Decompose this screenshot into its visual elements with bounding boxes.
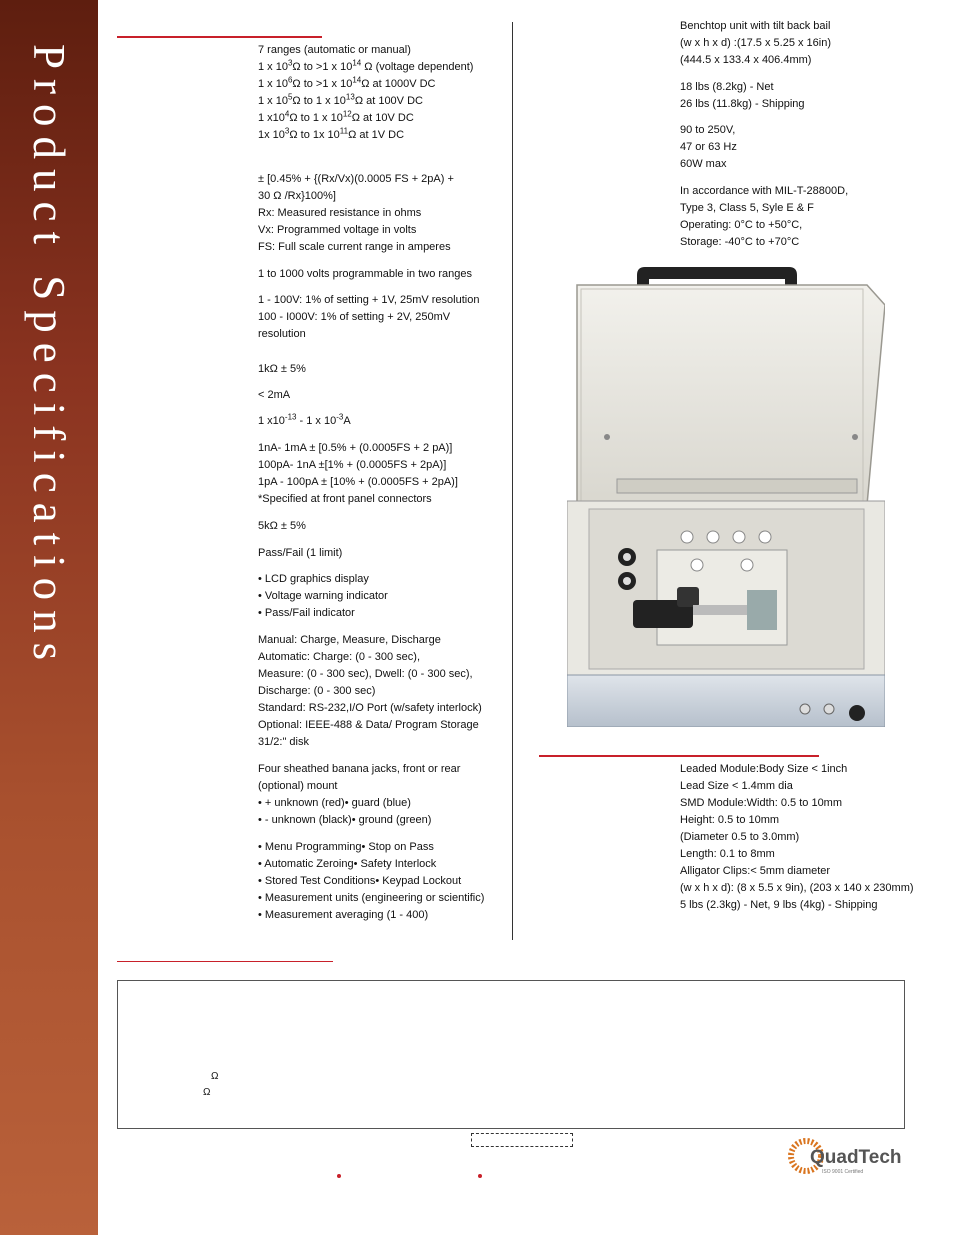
feature-row: • Automatic Zeroing• Safety Interlock bbox=[258, 858, 437, 870]
section-rule-ordering bbox=[117, 961, 333, 962]
range-line: 1 $x10^4\Omega$ to 1 x $10^{12}\Omega$ at 10V DC bbox=[258, 109, 414, 124]
short-current-text: < 2mA bbox=[258, 389, 291, 401]
power-block: 90 to 250V, 47 or 63 Hz 60W max bbox=[680, 124, 737, 170]
omega-symbol: Ω bbox=[203, 1087, 211, 1098]
range-line: 1 x $10^6\Omega$ to >1 x $10^{14}\Omega$ at 1000V DC bbox=[258, 75, 436, 90]
svg-text:QuadTech: QuadTech bbox=[810, 1147, 902, 1168]
display-block: • LCD graphics display • Voltage warning indicator • Pass/Fail indicator bbox=[258, 573, 388, 619]
range-line: 1x $10^3\Omega$ to 1x $10^{11}\Omega$ at 1V DC bbox=[258, 126, 405, 141]
fixture-row: (Diameter 0.5 to 3.0mm) bbox=[680, 831, 800, 843]
current-accuracy-block: 1nA- 1mA ± [0.5% + (0.0005FS + 2 pA)] 100pA- 1nA ±[1% + (0.0005FS + 2pA)] 1pA - 100pA ± [10% + (0.0005FS + 2pA)] *Specified at front panel connectors bbox=[258, 442, 458, 505]
range-block bbox=[258, 42, 473, 144]
environment-block: In accordance with MIL-T-28800D, Type 3, Class 5, Syle E & F Operating: 0°C to +50°C, Storage: -40°C to +70°C bbox=[680, 185, 849, 248]
accuracy-block: ± [0.45% + {(Rx/Vx)(0.0005 FS + 2pA) + 30 Ω /Rx}100%] Rx: Measured resistance in ohms Vx: Programmed voltage in volts FS: Full scale current range in amperes bbox=[258, 173, 454, 253]
ordering-table bbox=[117, 980, 905, 1129]
section-rule-top-left bbox=[117, 36, 322, 38]
fixture-row: Length: 0.1 to 8mm bbox=[680, 848, 775, 860]
weight-block: 18 lbs (8.2kg) - Net 26 lbs (11.8kg) - Shipping bbox=[680, 81, 805, 110]
sidebar-band bbox=[0, 0, 98, 1235]
input-resistance-text: 5kΩ ± 5% bbox=[258, 520, 306, 532]
voltage-range-text: 1 to 1000 volts programmable in two ranges bbox=[258, 268, 473, 280]
connector-row: • - unknown (black)• ground (green) bbox=[258, 814, 432, 826]
voltage-accuracy-block: 1 - 100V: 1% of setting + 1V, 25mV resolution 100 - I000V: 1% of setting + 2V, 250mV resolution bbox=[258, 294, 480, 340]
range-line: 7 ranges (automatic or manual) bbox=[258, 44, 411, 56]
separator-dot bbox=[478, 1174, 482, 1178]
fixture-row: Leaded Module:Body Size < 1inch bbox=[680, 763, 848, 775]
sidebar-title: Product Specifications bbox=[24, 44, 74, 671]
dashed-placeholder bbox=[471, 1133, 573, 1147]
range-line: 1 x $10^3\Omega$ to >1 x $10^{14}$ Ω (voltage dependent) bbox=[258, 58, 474, 73]
feature-row: • Menu Programming• Stop on Pass bbox=[258, 841, 434, 853]
product-photo bbox=[567, 265, 885, 727]
quadtech-logo bbox=[788, 1136, 908, 1178]
fixture-block bbox=[680, 761, 847, 863]
fixture-row: Height: 0.5 to 10mm bbox=[680, 814, 780, 826]
separator-dot bbox=[337, 1174, 341, 1178]
feature-row: • Stored Test Conditions• Keypad Lockout bbox=[258, 875, 462, 887]
section-rule-accessories bbox=[539, 755, 819, 757]
source-resistance-text: 1kΩ ± 5% bbox=[258, 363, 306, 375]
comparator-text: Pass/Fail (1 limit) bbox=[258, 547, 343, 559]
clips-block: Alligator Clips:< 5mm diameter (w x h x d): (8 x 5.5 x 9in), (203 x 140 x 230mm) 5 lbs (2.3kg) - Net, 9 lbs (4kg) - Shipping bbox=[680, 865, 914, 911]
fixture-row: SMD Module:Width: 0.5 to 10mm bbox=[680, 797, 843, 809]
current-range-text: 1 $x10^{-13} - 1$ x $10^{-3}A$ bbox=[258, 412, 351, 427]
mechanical-block: Benchtop unit with tilt back bail (w x h x d) :(17.5 x 5.25 x 16in) (444.5 x 133.4 x 406.4mm) bbox=[680, 20, 832, 66]
column-divider bbox=[512, 22, 513, 940]
svg-text:ISO 9001 Certified: ISO 9001 Certified bbox=[822, 1169, 864, 1175]
fixture-row: Lead Size < 1.4mm dia bbox=[680, 780, 793, 792]
omega-symbol: Ω bbox=[211, 1071, 219, 1082]
connector-row: • + unknown (red)• guard (blue) bbox=[258, 797, 411, 809]
features-block: • Menu Programming• Stop on Pass • Automatic Zeroing• Safety Interlock • Stored Test Conditions• Keypad Lockout • Measurement units (engineering or scientific) • Measurement averaging (1 - 400) bbox=[258, 841, 485, 921]
range-line: 1 x $10^5\Omega$ to 1 x $10^{13}\Omega$ at 100V DC bbox=[258, 92, 423, 107]
modes-block: Manual: Charge, Measure, Discharge Automatic: Charge: (0 - 300 sec), Measure: (0 - 300 sec), Dwell: (0 - 300 sec), Discharge: (0 - 300 sec) Standard: RS-232,I/O Port (w/safety interlock) Optional: IEEE-488 & Data/ Program Storage 31/2:" disk bbox=[258, 634, 482, 748]
connectors-block: Four sheathed banana jacks, front or rear (optional) mount • + unknown (red)• guard (blue) • - unknown (black)• ground (green) bbox=[258, 761, 460, 829]
